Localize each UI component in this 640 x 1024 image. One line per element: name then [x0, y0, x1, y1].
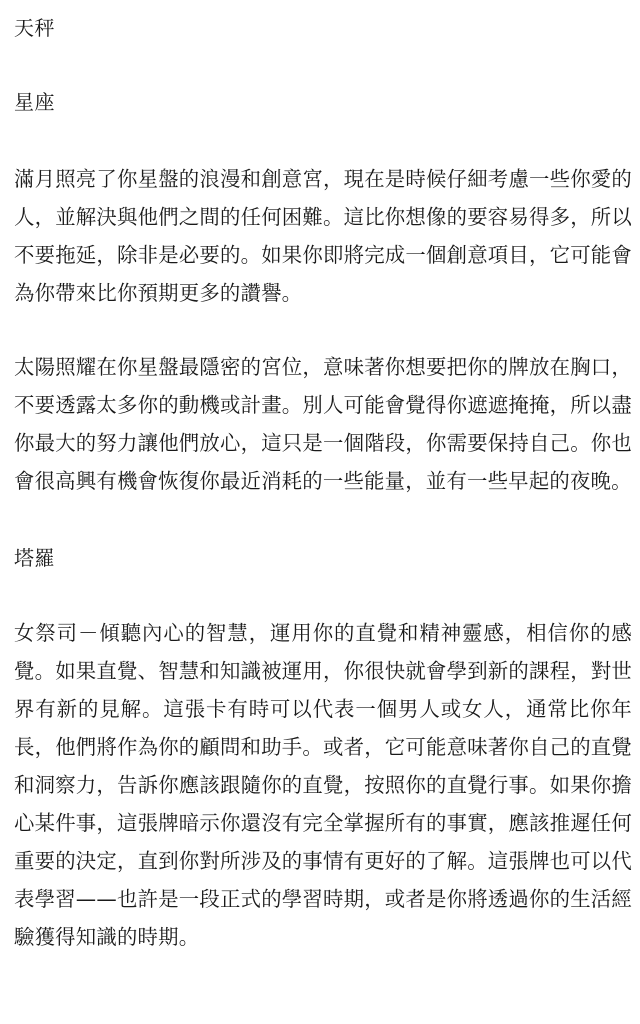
horoscope-paragraph-1: 滿月照亮了你星盤的浪漫和創意宮，現在是時候仔細考慮一些你愛的人，並解決與他們之間的任何困難。這比你想像的要容易得多，所以不要拖延，除非是必要的。如果你即將完成一個創意項目，它可能會為你帶來比你預期更多的讚譽。: [14, 167, 632, 305]
horoscope-paragraph-2: 太陽照耀在你星盤最隱密的宮位，意味著你想要把你的牌放在胸口，不要透露太多你的動機或計畫。別人可能會覺得你遮遮掩掩，所以盡你最大的努力讓他們放心，這只是一個階段，你需要保持自己。你也會很高興有機會恢復你最近消耗的一些能量，並有一些早起的夜晚。: [14, 355, 632, 493]
tarot-heading: 塔羅: [14, 546, 55, 570]
tarot-paragraph: 女祭司－傾聽內心的智慧，運用你的直覺和精神靈感，相信你的感覺。如果直覺、智慧和知識被運用，你很快就會學到新的課程，對世界有新的見解。這張卡有時可以代表一個男人或女人，通常比你年長，他們將作為你的顧問和助手。或者，它可能意味著你自己的直覺和洞察力，告訴你應該跟隨你的直覺，按照你的直覺行事。如果你擔心某件事，這張牌暗示你還沒有完全掌握所有的事實，應該推遲任何重要的決定，直到你對所涉及的事情有更好的了解。這張牌也可以代表學習——也許是一段正式的學習時期，或者是你將透過你的生活經驗獲得知識的時期。: [14, 621, 632, 949]
sign-title: 天秤: [14, 16, 55, 40]
horoscope-heading: 星座: [14, 90, 55, 114]
